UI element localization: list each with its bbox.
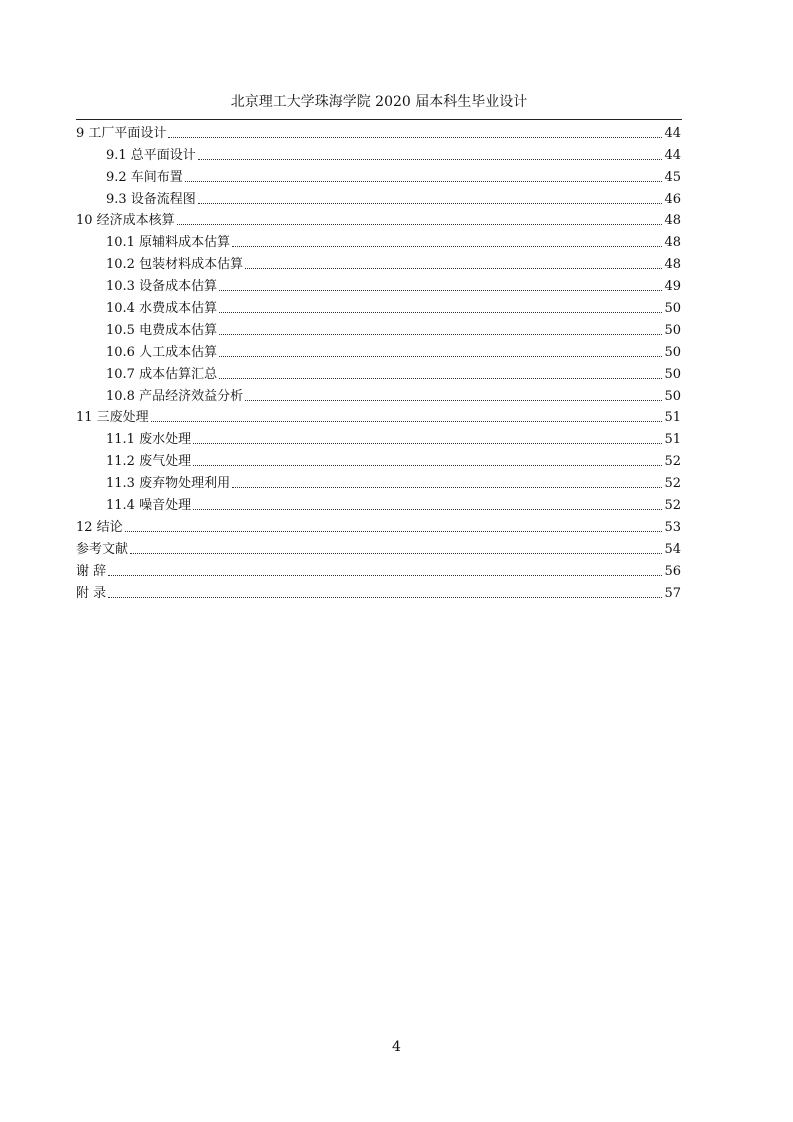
- toc-entry[interactable]: [76, 120, 681, 142]
- toc-entry-page: 46: [664, 191, 681, 207]
- toc-dot-leader: [219, 356, 662, 357]
- toc-entry-page: 50: [664, 322, 681, 338]
- toc-entry-label: 11 三废处理: [76, 410, 149, 426]
- toc-entry-label: 10.3 设备成本估算: [106, 279, 218, 295]
- toc-entry-page: 57: [664, 585, 681, 601]
- toc-entry-label: 10.1 原辅料成本估算: [106, 235, 231, 251]
- toc-entry[interactable]: [76, 186, 681, 208]
- toc-dot-leader: [125, 531, 663, 532]
- toc-entry-page: 44: [664, 125, 681, 141]
- toc-dot-leader: [245, 268, 662, 269]
- toc-dot-leader: [151, 421, 663, 422]
- toc-entry-label: 10.2 包装材料成本估算: [106, 257, 244, 273]
- toc-entry-label: 附 录: [76, 585, 107, 601]
- toc-entry[interactable]: [76, 361, 681, 383]
- toc-dot-leader: [198, 203, 663, 204]
- toc-entry-page: 48: [664, 235, 681, 251]
- toc-entry-page: 48: [664, 213, 681, 229]
- toc-entry[interactable]: [76, 208, 681, 230]
- toc-dot-leader: [193, 465, 662, 466]
- toc-entry-label: 10.5 电费成本估算: [106, 322, 218, 338]
- toc-dot-leader: [108, 597, 662, 598]
- toc-dot-leader: [185, 181, 663, 182]
- toc-entry[interactable]: [76, 317, 681, 339]
- toc-entry-page: 51: [664, 432, 681, 448]
- toc-entry-label: 11.1 废水处理: [106, 432, 192, 448]
- toc-dot-leader: [219, 378, 662, 379]
- table-of-contents: [76, 120, 681, 602]
- toc-entry[interactable]: [76, 580, 681, 602]
- toc-entry-page: 49: [664, 279, 681, 295]
- toc-dot-leader: [193, 443, 662, 444]
- toc-entry-label: 10.6 人工成本估算: [106, 344, 218, 360]
- toc-entry[interactable]: [76, 470, 681, 492]
- toc-entry-page: 50: [664, 388, 681, 404]
- toc-entry[interactable]: [76, 251, 681, 273]
- toc-entry[interactable]: [76, 383, 681, 405]
- toc-entry-page: 48: [664, 257, 681, 273]
- toc-entry-page: 56: [664, 563, 681, 579]
- page-number: 4: [392, 1039, 401, 1055]
- toc-entry[interactable]: [76, 536, 681, 558]
- toc-entry-label: 11.2 废气处理: [106, 454, 192, 470]
- toc-dot-leader: [193, 509, 662, 510]
- toc-entry[interactable]: [76, 295, 681, 317]
- toc-entry-label: 9.2 车间布置: [106, 169, 183, 185]
- toc-dot-leader: [198, 159, 663, 160]
- toc-entry-page: 45: [664, 169, 681, 185]
- toc-entry-label: 10.4 水费成本估算: [106, 301, 218, 317]
- toc-dot-leader: [219, 290, 662, 291]
- toc-entry[interactable]: [76, 405, 681, 427]
- toc-entry-page: 53: [664, 519, 681, 535]
- toc-entry[interactable]: [76, 492, 681, 514]
- toc-dot-leader: [219, 312, 662, 313]
- toc-entry[interactable]: [76, 229, 681, 251]
- toc-entry-page: 50: [664, 344, 681, 360]
- toc-entry-page: 51: [664, 410, 681, 426]
- toc-entry-label: 9 工厂平面设计: [76, 125, 167, 141]
- toc-dot-leader: [108, 575, 662, 576]
- toc-dot-leader: [177, 224, 663, 225]
- toc-entry-label: 参考文献: [76, 541, 129, 557]
- toc-entry[interactable]: [76, 142, 681, 164]
- toc-entry-label: 10 经济成本核算: [76, 213, 175, 229]
- toc-entry-page: 50: [664, 366, 681, 382]
- toc-entry-page: 52: [664, 498, 681, 514]
- toc-entry[interactable]: [76, 164, 681, 186]
- toc-dot-leader: [232, 487, 662, 488]
- toc-entry-label: 10.8 产品经济效益分析: [106, 388, 244, 404]
- toc-entry-label: 11.3 废弃物处理利用: [106, 476, 231, 492]
- toc-entry[interactable]: [76, 339, 681, 361]
- toc-entry[interactable]: [76, 514, 681, 536]
- toc-dot-leader: [245, 400, 662, 401]
- toc-entry-page: 52: [664, 454, 681, 470]
- toc-dot-leader: [219, 334, 662, 335]
- toc-entry-label: 12 结论: [76, 519, 123, 535]
- toc-entry-page: 44: [664, 147, 681, 163]
- toc-entry[interactable]: [76, 448, 681, 470]
- toc-entry-label: 9.3 设备流程图: [106, 191, 196, 207]
- toc-dot-leader: [168, 137, 662, 138]
- toc-dot-leader: [232, 246, 662, 247]
- toc-entry[interactable]: [76, 558, 681, 580]
- toc-entry-page: 50: [664, 301, 681, 317]
- toc-entry[interactable]: [76, 426, 681, 448]
- toc-entry-label: 10.7 成本估算汇总: [106, 366, 218, 382]
- toc-entry-page: 54: [664, 541, 681, 557]
- toc-dot-leader: [130, 553, 662, 554]
- toc-entry[interactable]: [76, 273, 681, 295]
- toc-entry-label: 谢 辞: [76, 563, 107, 579]
- toc-entry-label: 11.4 噪音处理: [106, 498, 192, 514]
- page-header: 北京理工大学珠海学院 2020 届本科生毕业设计: [230, 94, 528, 110]
- toc-entry-page: 52: [664, 476, 681, 492]
- toc-entry-label: 9.1 总平面设计: [106, 147, 196, 163]
